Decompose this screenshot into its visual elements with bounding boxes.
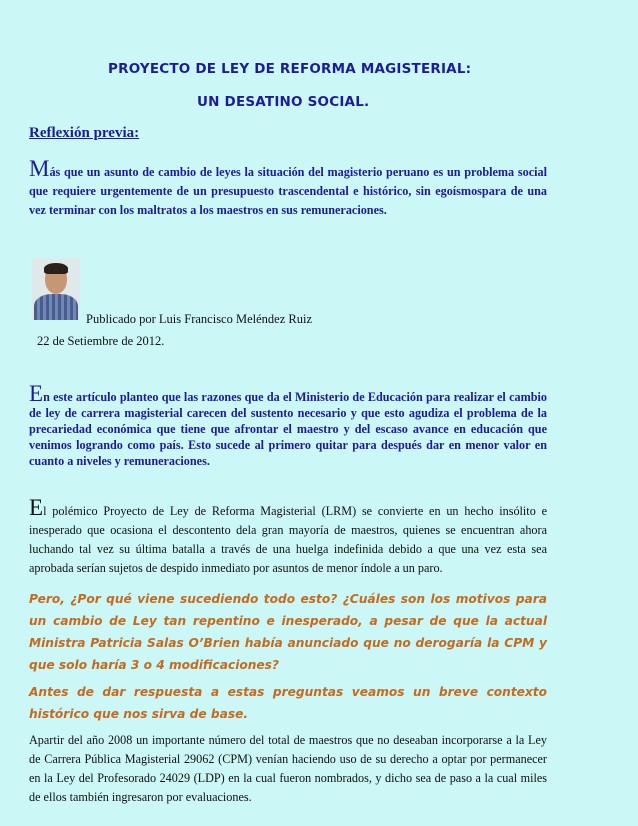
dropcap: E bbox=[29, 381, 44, 406]
context-intro-paragraph: Antes de dar respuesta a estas preguntas veamos un breve contexto histórico que nos sirva de base. bbox=[29, 685, 547, 721]
author-photo-shirt bbox=[34, 294, 78, 320]
paragraph-reform bbox=[29, 496, 547, 578]
title-line-1: PROYECTO DE LEY DE REFORMA MAGISTERIAL: bbox=[108, 61, 472, 77]
dropcap: M bbox=[29, 156, 50, 181]
intro-text: ás que un asunto de cambio de leyes la situación del magisterio peruano es un problema social que requiere urgentemente de un presupuesto trascendental e histórico, sin egoísmospara de una vez terminar con los maltratos a los maestros en sus remuneraciones. bbox=[29, 165, 547, 217]
publish-date: 22 de Setiembre de 2012. bbox=[37, 334, 165, 348]
title-line-2: UN DESATINO SOCIAL. bbox=[197, 94, 370, 110]
dropcap: E bbox=[29, 495, 44, 520]
paragraph-history: Apartir del año 2008 un importante número del total de maestros que no deseaban incorporarse a la Ley de Carrera Pública Magisterial 29062 (CPM) venían haciendo uso de su derecho a optar por permanecer en la Ley del Profesorado 24029 (LDP) en la cual fueron nombrados, y dicho sea de paso a la cual miles de ellos también ingresaron por evaluaciones. bbox=[29, 733, 547, 804]
question-paragraph: Pero, ¿Por qué viene sucediendo todo esto? ¿Cuáles son los motivos para un cambio de Ley tan repentino e inesperado, a pesar de que la actual Ministra Patricia Salas O’Brien había anunciado que no derogaría la CPM y que solo haría 3 o 4 modificaciones? bbox=[29, 592, 547, 672]
author-photo bbox=[32, 258, 80, 320]
paragraph-argument bbox=[29, 382, 547, 469]
subheading-reflexion: Reflexión previa: bbox=[29, 125, 140, 141]
intro-paragraph bbox=[29, 157, 547, 220]
published-by: Publicado por Luis Francisco Meléndez Ruiz bbox=[86, 312, 312, 326]
paragraph-argument-text: n este artículo planteo que las razones que da el Ministerio de Educación para realizar el cambio de ley de carrera magisterial carecen del sustento necesario y que esto agudiza el problema de la precariedad económica que tiene que afrontar el maestro y del escaso avance en educación que venimos logrando como país. Esto sucede al primero quitar para después dar en menor valor en cuanto a niveles y remuneraciones. bbox=[29, 390, 547, 468]
paragraph-reform-text: l polémico Proyecto de Ley de Reforma Magisterial (LRM) se convierte en un hecho insólito e inesperado que ocasiona el descontento dela gran mayoría de maestros, quienes se encuentran ahora luchando tal vez su última batalla a través de una huelga indefinida debido a que una vez esta sea aprobada serían sujetos de despido inmediato por asuntos de menor índole a un paro. bbox=[29, 504, 547, 575]
author-photo-hair bbox=[44, 263, 68, 274]
